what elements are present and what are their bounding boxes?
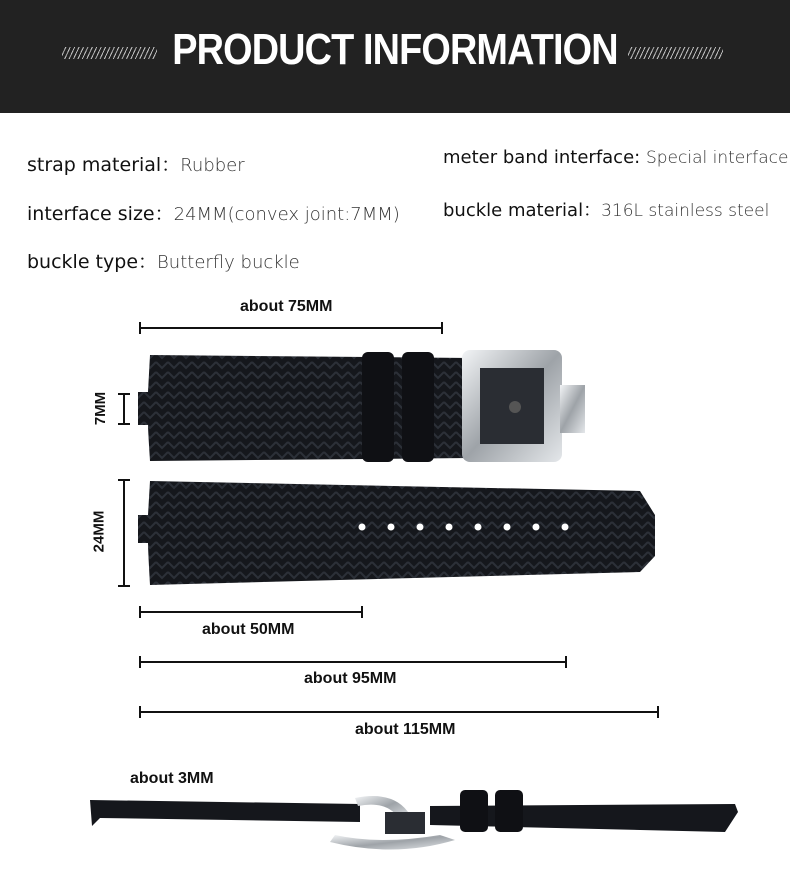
dimension-95-label: about 95MM xyxy=(304,670,397,687)
dimension-width-label: 24MM xyxy=(90,510,108,553)
spec-value: 24MM(convex joint:7MM) xyxy=(173,204,400,225)
spec-key: meter band interface: xyxy=(443,147,641,168)
spec-value: 316L stainless steel xyxy=(601,201,770,221)
buckle-icon xyxy=(330,835,455,850)
spec-value: Special interface xyxy=(645,148,789,168)
dimension-thickness-label: about 3MM xyxy=(130,770,214,787)
page-title: PRODUCT INFORMATION xyxy=(172,25,618,74)
spec-key: buckle material： xyxy=(443,200,602,221)
spec-key: strap material： xyxy=(27,154,181,176)
spec-value: Butterfly buckle xyxy=(157,252,300,273)
spec-value: Rubber xyxy=(180,155,245,176)
spec-key: buckle type： xyxy=(27,251,158,273)
dimension-115-label: about 115MM xyxy=(355,721,456,738)
dimension-50-label: about 50MM xyxy=(202,621,295,638)
dimension-joint-label: 7MM xyxy=(92,391,110,426)
spec-key: interface size： xyxy=(27,203,174,225)
dimension-top-length-label: about 75MM xyxy=(240,298,333,315)
